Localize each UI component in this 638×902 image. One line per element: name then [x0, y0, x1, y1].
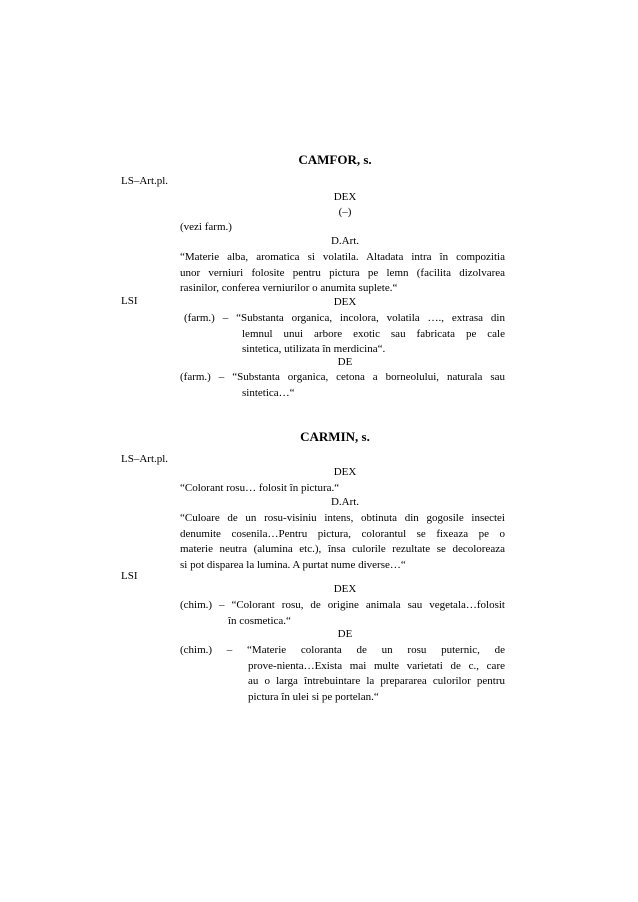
definition-line: “Materie alba, aromatica si volatila. Altadata intra în compozitia [180, 251, 505, 263]
definition-line: sintetica…“ [242, 386, 295, 399]
entry-title-carmin: CARMIN, s. [300, 429, 370, 444]
source-de: DE [337, 628, 353, 640]
source-dex: DEX [333, 296, 357, 308]
definition-line: rasinilor, conferea verniurilor o anumita suplete.“ [180, 282, 398, 294]
section-label-lsi: LSI [121, 295, 138, 307]
definition-line: (chim.) – “Colorant rosu, de origine animala sau vegetala…folosit [180, 599, 505, 611]
entry-title-camfor: CAMFOR, s. [298, 152, 372, 167]
source-de: DE [337, 356, 353, 368]
definition-line: (vezi farm.) [180, 221, 232, 233]
definition-line: lemnul unui arbore exotic sau fabricata pe cale [242, 327, 505, 340]
definition-line: “Colorant rosu… folosit în pictura.“ [180, 482, 340, 494]
definition-text [180, 220, 505, 236]
definition-text [180, 511, 505, 573]
definition-text [180, 311, 505, 358]
section-label-ls-art-pl: LS–Art.pl. [121, 175, 169, 187]
definition-line: au o larga întrebuintare la prepararea culorilor pentru [248, 675, 505, 687]
definition-line: (farm.) – “Substanta organica, cetona a borneolului, naturala sau [180, 371, 505, 383]
source-dex-value: (–) [338, 206, 352, 218]
section-label-lsi: LSI [121, 570, 138, 582]
definition-line: în cosmetica.“ [228, 614, 291, 627]
definition-line: sintetica, utilizata în merdicina“. [242, 343, 386, 355]
section-label-ls-art-pl: LS–Art.pl. [121, 453, 169, 465]
definition-line: denumite cosenila…Pentru pictura, colorantul se fixeaza pe o [180, 527, 505, 540]
definition-line: prove-nienta…Exista mai multe varietati de c., care [248, 659, 505, 672]
source-d-art: D.Art. [330, 235, 360, 247]
definition-text [180, 481, 505, 497]
source-dex: DEX [333, 466, 357, 478]
definition-line: pictura în ulei si pe portelan.“ [248, 690, 379, 703]
definition-line: (chim.) – “Materie coloranta de un rosu puternic, de [180, 644, 505, 656]
definition-text [180, 370, 505, 401]
source-dex: DEX [333, 583, 357, 595]
definition-line: “Culoare de un rosu-visiniu intens, obtinuta din gogosile insectei [180, 512, 505, 524]
definition-line: materie neutra (alumina etc.), însa culorile rezultate se decoloreaza [180, 543, 505, 555]
source-d-art: D.Art. [330, 496, 360, 508]
definition-text [180, 598, 505, 629]
definition-line: (farm.) – “Substanta organica, incolora, volatila …., extrasa din [184, 312, 505, 324]
source-dex: DEX [333, 191, 357, 203]
definition-text [180, 643, 505, 705]
definition-text [180, 250, 505, 297]
definition-line: si pot disparea la lumina. A purtat nume diverse…“ [180, 558, 406, 571]
definition-line: unor verniuri folosite pentru pictura pe lemn (facilita dizolvarea [180, 266, 505, 279]
